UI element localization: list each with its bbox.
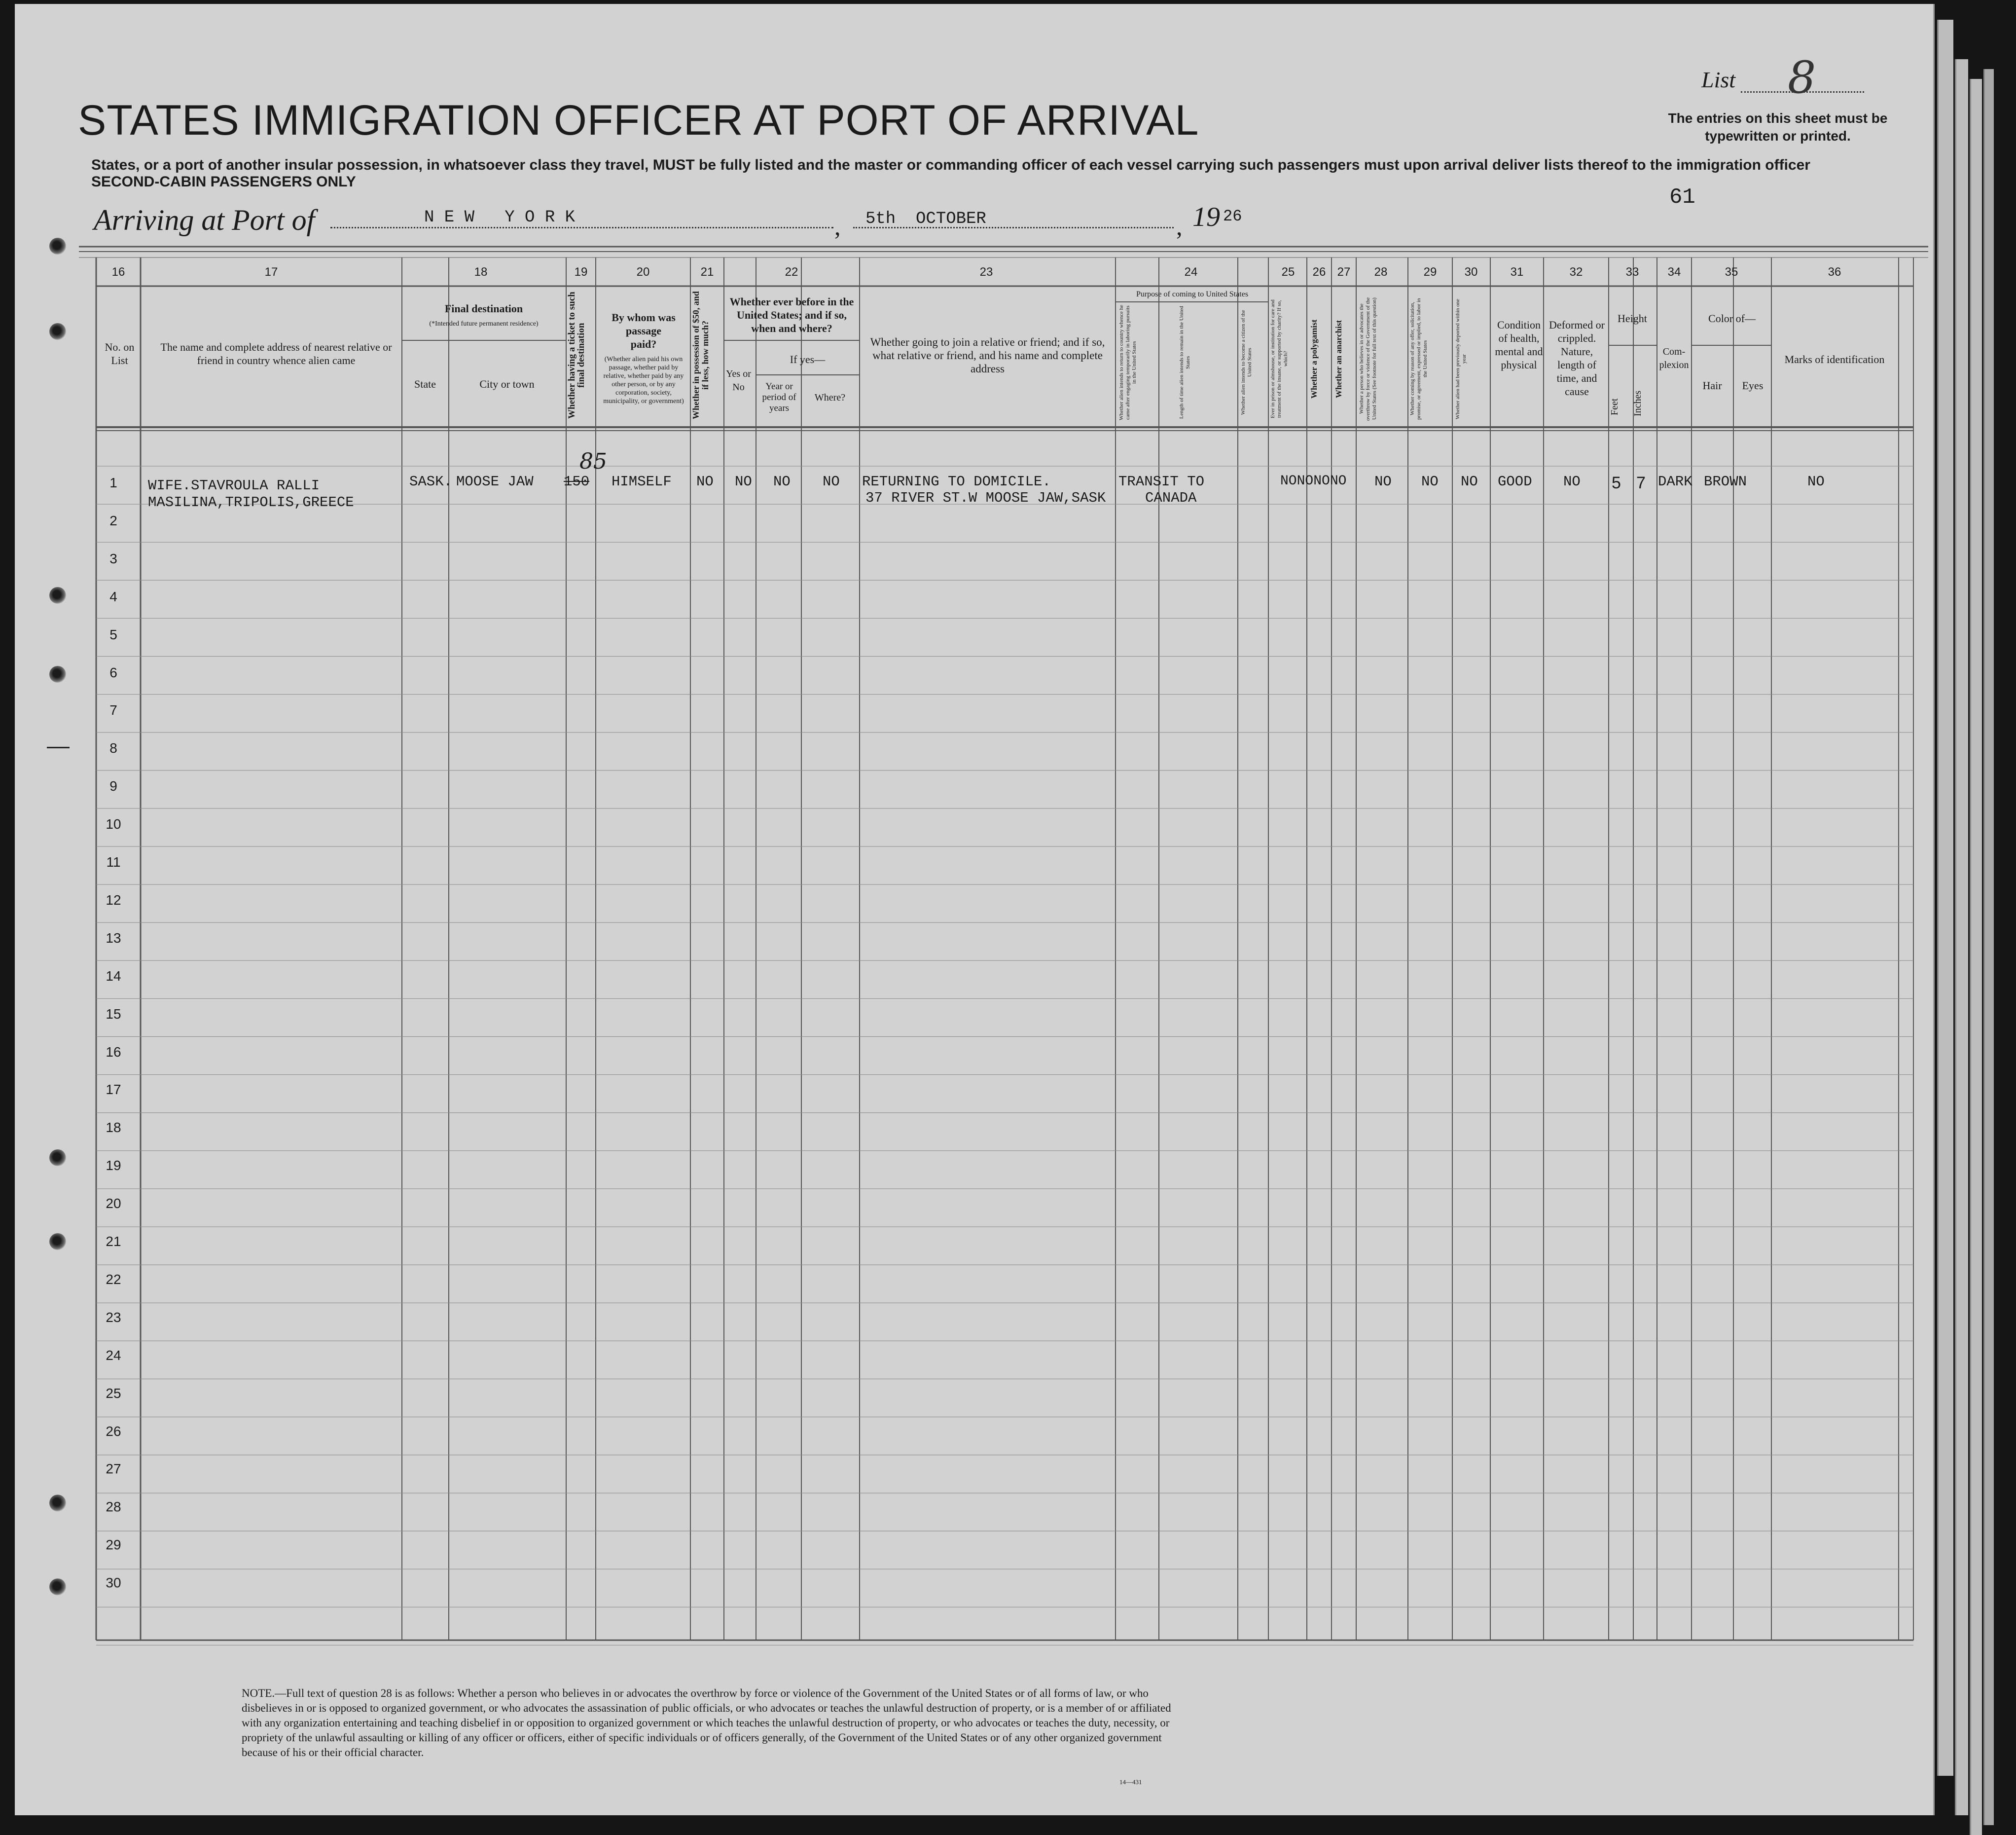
arriving-label: Arriving at Port of bbox=[94, 204, 315, 236]
port-value: N E W Y O R K bbox=[424, 208, 576, 227]
sheet-number: 61 bbox=[1669, 185, 1695, 210]
header-yes-no: Yes or No bbox=[726, 368, 751, 393]
header-anarchist: Whether an anarchist bbox=[1334, 320, 1343, 398]
where-value: NO bbox=[823, 474, 840, 490]
row-number: 9 bbox=[109, 778, 117, 794]
row-number: 14 bbox=[106, 968, 121, 984]
marks-value: NO bbox=[1807, 474, 1825, 490]
column-number: 28 bbox=[1374, 265, 1388, 279]
header-year: Year or period of years bbox=[762, 381, 796, 413]
feet-value: 5 bbox=[1612, 474, 1621, 492]
header-inches: Inches bbox=[1632, 390, 1643, 416]
labor-offer-value: NO bbox=[1421, 474, 1439, 490]
column-number: 27 bbox=[1337, 265, 1351, 279]
row-number: 6 bbox=[109, 664, 117, 680]
row-number: 16 bbox=[106, 1044, 121, 1060]
instruction-text: States, or a port of another insular possession, in whatsoever class they travel, MUST be fully listed and the master or commanding officer of each vessel carrying such passengers must upon arrival deliver lists thereof to the immigration officer bbox=[91, 157, 1810, 173]
column-number: 31 bbox=[1510, 265, 1524, 279]
year-prefix: 19 bbox=[1192, 202, 1220, 232]
row-number: 3 bbox=[109, 550, 117, 566]
row-number: 2 bbox=[109, 513, 117, 528]
list-label: List bbox=[1701, 67, 1736, 92]
column-number: 19 bbox=[574, 265, 588, 279]
header-final-destination-note: (*Intended future permanent residence) bbox=[429, 320, 539, 328]
passage-paid-by: HIMSELF bbox=[612, 474, 672, 490]
purpose-line2: CANADA bbox=[1145, 490, 1197, 506]
page-title: STATES IMMIGRATION OFFICER AT PORT OF ARRIVAL bbox=[78, 97, 1199, 144]
header-passage-paid: By whom was passage paid? bbox=[612, 311, 676, 350]
column-number: 23 bbox=[979, 265, 993, 279]
row-number: 20 bbox=[106, 1196, 121, 1211]
destination-state: SASK. bbox=[409, 474, 453, 490]
column-number: 26 bbox=[1312, 265, 1326, 279]
header-where: Where? bbox=[814, 392, 846, 403]
column-number: 34 bbox=[1667, 265, 1681, 279]
joining-line1: RETURNING TO DOMICILE. bbox=[862, 474, 1051, 490]
row-number: 5 bbox=[109, 626, 117, 642]
column-number: 33 bbox=[1625, 265, 1639, 279]
row-number: 4 bbox=[109, 588, 117, 604]
column-number: 29 bbox=[1423, 265, 1437, 279]
header-relative: The name and complete address of nearest relative or friend in country whence alien came bbox=[160, 341, 392, 367]
header-marks: Marks of identification bbox=[1784, 353, 1885, 366]
row-number: 17 bbox=[106, 1082, 121, 1098]
row-number: 11 bbox=[106, 854, 121, 870]
relative-line1: WIFE.STAVROULA RALLI bbox=[148, 477, 320, 494]
header-ticket: Whether having a ticket to such final destination bbox=[567, 292, 586, 419]
row-number: 10 bbox=[106, 816, 121, 832]
year-value: NO bbox=[773, 474, 791, 490]
header-state: State bbox=[414, 378, 436, 390]
header-if-yes: If yes— bbox=[790, 353, 826, 366]
header-height: Height bbox=[1618, 312, 1647, 325]
column-number: 17 bbox=[264, 265, 278, 279]
row-number: 26 bbox=[106, 1423, 121, 1439]
footnote: NOTE.—Full text of question 28 is as follows: Whether a person who believes in or advocates the overthrow by force or violence of the Government of the United States or of all forms of law, or who disbelieves in or is opposed to organized government, or who advocates the assassination of public officials, or who advocates or teaches the unlawful destruction of property, or is a member of or affiliated with any organization entertaining and teaching disbelief in or opposition to organized government or which teaches the unlawful destruction of property, or who advocates or teaches the duty, necessity, or propriety of the unlawful assaulting or killing of any officer or officers, either of specific individuals or of officers generally, of the Government of the United States or of any other organized government because of his or their official character. bbox=[242, 1687, 1171, 1759]
row-number: 27 bbox=[106, 1461, 121, 1477]
binder-hole bbox=[49, 666, 66, 683]
header-complexion: Com-plexion bbox=[1659, 346, 1689, 370]
hair-eyes-value: BROWN bbox=[1704, 474, 1747, 490]
deformed-value: NO bbox=[1563, 474, 1581, 490]
header-health: Condition of health, mental and physical bbox=[1495, 319, 1543, 371]
row-number: 24 bbox=[106, 1347, 121, 1363]
column-number: 36 bbox=[1828, 265, 1841, 279]
header-deported: Whether alien had been previously deported within one year bbox=[1455, 298, 1467, 419]
header-purpose-return: Whether alien intends to return to country whence he came after engaging temporarily in laboring pursuits in the United States bbox=[1118, 305, 1137, 420]
deported-value: NO bbox=[1461, 474, 1478, 490]
header-final-destination: Final destination bbox=[444, 302, 523, 315]
form-code: 14—431 bbox=[1119, 1778, 1142, 1786]
row-number: 23 bbox=[106, 1309, 121, 1325]
arrival-date: 5th OCTOBER bbox=[865, 210, 986, 228]
header-joining: Whether going to join a relative or friend; and if so, what relative or friend, and his name and complete address bbox=[870, 336, 1105, 375]
relative-line2: MASILINA,TRIPOLIS,GREECE bbox=[148, 494, 354, 511]
column-number: 30 bbox=[1464, 265, 1478, 279]
row-number: 25 bbox=[106, 1385, 121, 1401]
binder-hole bbox=[49, 1578, 66, 1595]
row-number: 30 bbox=[106, 1575, 121, 1591]
header-prison: Ever in prison or almshouse, or institution for care and treatment of the insane, or supported by charity? If so, which? bbox=[1270, 299, 1289, 418]
column-number: 16 bbox=[111, 265, 125, 279]
ticket-handwritten: 85 bbox=[579, 449, 607, 474]
ticket-typed: 150 bbox=[564, 474, 590, 490]
header-purpose: Purpose of coming to United States bbox=[1136, 290, 1249, 298]
health-value: GOOD bbox=[1498, 474, 1532, 490]
header-purpose-length: Length of time alien intends to remain in the United States bbox=[1179, 306, 1191, 419]
header-city: City or town bbox=[479, 378, 535, 390]
list-number: 8 bbox=[1788, 52, 1816, 104]
money-value: NO bbox=[696, 474, 714, 490]
binder-hole bbox=[49, 1149, 66, 1166]
header-labor-offer: Whether coming by reason of any offer, solicitation, promise, or agreement, expressed or implied, to labor in the United States bbox=[1409, 298, 1428, 420]
column-number: 25 bbox=[1281, 265, 1295, 279]
header-money: Whether in possession of $50, and if less, how much? bbox=[691, 291, 710, 419]
header-feet: Feet bbox=[1609, 398, 1620, 416]
joining-line2: 37 RIVER ST.W MOOSE JAW,SASK bbox=[865, 490, 1106, 506]
column-number: 32 bbox=[1569, 265, 1583, 279]
header-ever-before: Whether ever before in the United States; and if so, when and where? bbox=[729, 295, 854, 334]
row-number: 19 bbox=[106, 1158, 121, 1174]
binder-hole bbox=[49, 323, 66, 340]
row-number: 15 bbox=[106, 1006, 121, 1022]
header-color-of: Color of— bbox=[1708, 312, 1756, 325]
year-suffix: 26 bbox=[1223, 207, 1242, 225]
entries-note: The entries on this sheet must be typewritten or printed. bbox=[1668, 110, 1888, 144]
header-deformed: Deformed or crippled. Nature, length of time, and cause bbox=[1548, 319, 1605, 398]
ever-before-value: NO bbox=[735, 474, 752, 490]
row-number: 21 bbox=[106, 1234, 121, 1249]
column-number: 24 bbox=[1184, 265, 1198, 279]
cabin-class: SECOND-CABIN PASSENGERS ONLY bbox=[91, 174, 356, 190]
row-number: 22 bbox=[106, 1271, 121, 1287]
inches-value: 7 bbox=[1636, 474, 1646, 492]
row-number: 7 bbox=[109, 702, 117, 718]
complexion-value: DARK bbox=[1658, 474, 1692, 490]
row-number: 28 bbox=[106, 1499, 121, 1515]
header-overthrow: Whether a person who believes in or advocates the overthrow by force or violence of the Government of the United States (See footnote for full text of this question) bbox=[1359, 297, 1377, 421]
column-number: 20 bbox=[636, 265, 650, 279]
row-number: 1 bbox=[109, 475, 117, 490]
column-number: 22 bbox=[785, 265, 798, 279]
purpose-line1: TRANSIT TO bbox=[1118, 474, 1205, 490]
prison-polygamist-anarchist: NONONONO bbox=[1280, 474, 1347, 489]
destination-city: MOOSE JAW bbox=[456, 474, 534, 490]
column-number: 35 bbox=[1725, 265, 1738, 279]
binder-hole bbox=[49, 1233, 66, 1250]
header-purpose-citizen: Whether alien intends to become a citizen of the United States bbox=[1240, 310, 1253, 415]
header-no-on-list: No. on List bbox=[105, 341, 135, 367]
binder-hole bbox=[49, 238, 66, 255]
header-polygamist: Whether a polygamist bbox=[1309, 319, 1319, 399]
binder-hole bbox=[49, 587, 66, 604]
overthrow-value: NO bbox=[1374, 474, 1392, 490]
column-number: 21 bbox=[700, 265, 714, 279]
header-eyes: Eyes bbox=[1742, 379, 1764, 392]
header-passage-paid-note: (Whether alien paid his own passage, whether paid by relative, whether paid by any other person, or by any corporation, society, municipality, or government) bbox=[603, 356, 684, 405]
column-number: 18 bbox=[474, 265, 488, 279]
margin-dash bbox=[47, 747, 70, 748]
header-hair: Hair bbox=[1702, 379, 1722, 392]
row-number: 12 bbox=[106, 892, 121, 908]
binder-hole bbox=[49, 1495, 66, 1511]
row-number: 18 bbox=[106, 1120, 121, 1136]
row-number: 13 bbox=[106, 930, 121, 946]
row-number: 29 bbox=[106, 1537, 121, 1553]
row-number: 8 bbox=[109, 740, 117, 756]
